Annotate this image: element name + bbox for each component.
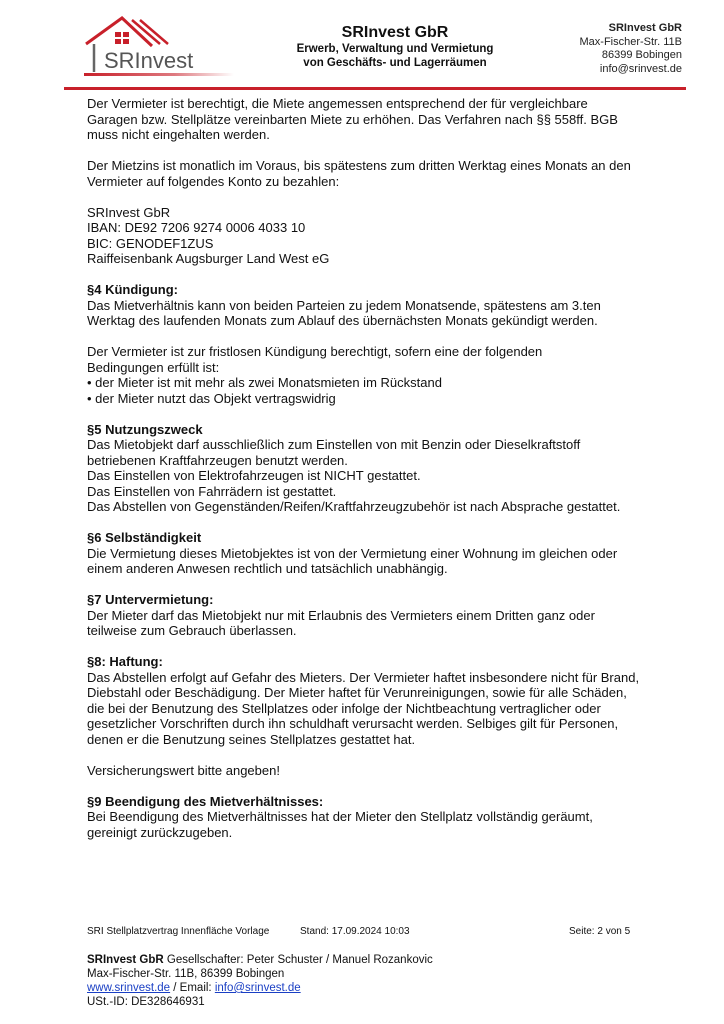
footer-address: Max-Fischer-Str. 11B, 86399 Bobingen bbox=[87, 968, 285, 980]
footer-stand: Stand: 17.09.2024 10:03 bbox=[300, 926, 410, 937]
section-8 bbox=[87, 654, 687, 747]
header-address bbox=[580, 22, 683, 76]
footer-company: SRInvest GbR bbox=[87, 954, 164, 966]
bank-account-holder: SRInvest GbR bbox=[87, 204, 171, 220]
insurance-note: Versicherungswert bitte angeben! bbox=[87, 762, 280, 778]
header-title-block bbox=[270, 24, 520, 70]
section-5 bbox=[87, 422, 687, 515]
section-heading: §8: Haftung: bbox=[87, 654, 163, 669]
footer-doc-name: SRI Stellplatzvertrag Innenfläche Vorlage bbox=[87, 926, 270, 937]
house-logo-icon bbox=[82, 14, 252, 80]
text-line: Bedingungen erfüllt ist: bbox=[87, 359, 220, 375]
header-divider bbox=[64, 87, 686, 90]
bank-details bbox=[87, 205, 687, 267]
bank-name: Raiffeisenbank Augsburger Land West eG bbox=[87, 251, 330, 266]
footer-page-number: Seite: 2 von 5 bbox=[569, 926, 631, 937]
bullet-item: • der Mieter ist mit mehr als zwei Monatsmieten im Rückstand bbox=[87, 375, 442, 390]
text-line: Das Abstellen von Gegenständen/Reifen/Kraftfahrzeugzubehör ist nach Absprache gestattet. bbox=[87, 499, 621, 514]
text-line: die bei der Benutzung des Stellplatzes oder infolge der Nichtbeachtung vertraglicher oder bbox=[87, 700, 601, 716]
text-line: Der Vermieter ist berechtigt, die Miete angemessen entsprechend der für vergleichbare bbox=[87, 96, 588, 111]
text-line: Garagen bzw. Stellplätze vereinbarten Miete zu erhöhen. Das Verfahren nach §§ 558ff. BGB bbox=[87, 111, 618, 127]
text-line: Das Einstellen von Elektrofahrzeugen ist NICHT gestattet. bbox=[87, 468, 421, 483]
text-line: Vermieter auf folgendes Konto zu bezahlen: bbox=[87, 173, 340, 189]
section-heading: §5 Nutzungszweck bbox=[87, 421, 203, 437]
section-4-termination bbox=[87, 344, 687, 406]
text-line: einem anderen Anwesen rechtlich und tatsächlich unabhängig. bbox=[87, 561, 448, 576]
text-line: Das Abstellen erfolgt auf Gefahr des Mieters. Der Vermieter haftet insbesondere nicht für Brand, bbox=[87, 669, 640, 685]
text-line: Der Mietzins ist monatlich im Voraus, bis spätestens zum dritten Werktag eines Monats an den bbox=[87, 158, 631, 173]
logo-text: SRInvest bbox=[104, 48, 194, 73]
bank-iban: IBAN: DE92 7206 9274 0006 4033 10 bbox=[87, 220, 306, 235]
text-line: Bei Beendigung des Mietverhältnisses hat der Mieter den Stellplatz vollständig geräumt, bbox=[87, 809, 593, 824]
text-line: Werktag des laufenden Monats zum Ablauf des übernächsten Monats gekündigt werden. bbox=[87, 313, 598, 328]
text-line: Das Einstellen von Fahrrädern ist gestattet. bbox=[87, 483, 337, 499]
section-heading: §7 Untervermietung: bbox=[87, 592, 214, 607]
text-line: Der Mieter darf das Mietobjekt nur mit Erlaubnis des Vermieters einem Dritten ganz oder bbox=[87, 607, 595, 623]
text-line: gereinigt zurückzugeben. bbox=[87, 824, 233, 840]
text-line: Das Mietobjekt darf ausschließlich zum Einstellen von mit Benzin oder Dieselkraftstoff bbox=[87, 437, 581, 452]
text-line: Die Vermietung dieses Mietobjektes ist von der Vermietung einer Wohnung im gleichen oder bbox=[87, 545, 618, 561]
footer-company-info bbox=[87, 953, 433, 1009]
footer-email-label: / Email: bbox=[170, 982, 215, 994]
text-line: Diebstahl oder Beschädigung. Der Mieter haftet für Verunreinigungen, sowie für alle Schäden, bbox=[87, 685, 627, 700]
text-line: denen er die Benutzung seines Stellplatzes gestattet hat. bbox=[87, 731, 416, 747]
bullet-item: • der Mieter nutzt das Objekt vertragswidrig bbox=[87, 390, 336, 406]
footer-vat-id: USt.-ID: DE328646931 bbox=[87, 996, 205, 1008]
header-street: Max-Fischer-Str. 11B bbox=[579, 35, 682, 48]
header-title: SRInvest GbR bbox=[341, 24, 449, 41]
header-subtitle-1: Erwerb, Verwaltung und Vermietung bbox=[296, 43, 494, 55]
footer-partners: Gesellschafter: Peter Schuster / Manuel Rozankovic bbox=[163, 954, 433, 966]
company-logo bbox=[82, 14, 252, 80]
section-heading: §9 Beendigung des Mietverhältnisses: bbox=[87, 793, 324, 809]
header-company: SRInvest GbR bbox=[608, 22, 682, 34]
section-heading: §4 Kündigung: bbox=[87, 282, 178, 297]
header-email: info@srinvest.de bbox=[599, 62, 682, 75]
section-9 bbox=[87, 794, 687, 841]
text-line: betriebenen Kraftfahrzeugen benutzt werden. bbox=[87, 452, 348, 468]
text-line: muss nicht eingehalten werden. bbox=[87, 127, 270, 142]
text-line: Das Mietverhältnis kann von beiden Parteien zu jedem Monatsende, spätestens am 3.ten bbox=[87, 297, 601, 313]
text-line: gesetzlicher Vorschriften durch ihn schuldhaft verursacht werden. Selbiges gilt für Personen, bbox=[87, 716, 619, 731]
rent-increase-paragraph bbox=[87, 96, 687, 143]
footer-email-link[interactable]: info@srinvest.de bbox=[214, 982, 301, 994]
bank-bic: BIC: GENODEF1ZUS bbox=[87, 235, 214, 251]
section-7 bbox=[87, 592, 687, 639]
section-6 bbox=[87, 530, 687, 577]
footer-meta bbox=[87, 926, 667, 938]
footer-website-link[interactable]: www.srinvest.de bbox=[87, 982, 171, 994]
document-body bbox=[87, 96, 687, 856]
header-city: 86399 Bobingen bbox=[601, 49, 682, 61]
text-line: teilweise zum Gebrauch überlassen. bbox=[87, 623, 297, 638]
section-heading: §6 Selbständigkeit bbox=[87, 530, 202, 545]
section-4 bbox=[87, 282, 687, 329]
payment-paragraph bbox=[87, 158, 687, 189]
header-subtitle-2: von Geschäfts- und Lagerräumen bbox=[303, 57, 487, 69]
text-line: Der Vermieter ist zur fristlosen Kündigung berechtigt, sofern eine der folgenden bbox=[87, 344, 543, 359]
